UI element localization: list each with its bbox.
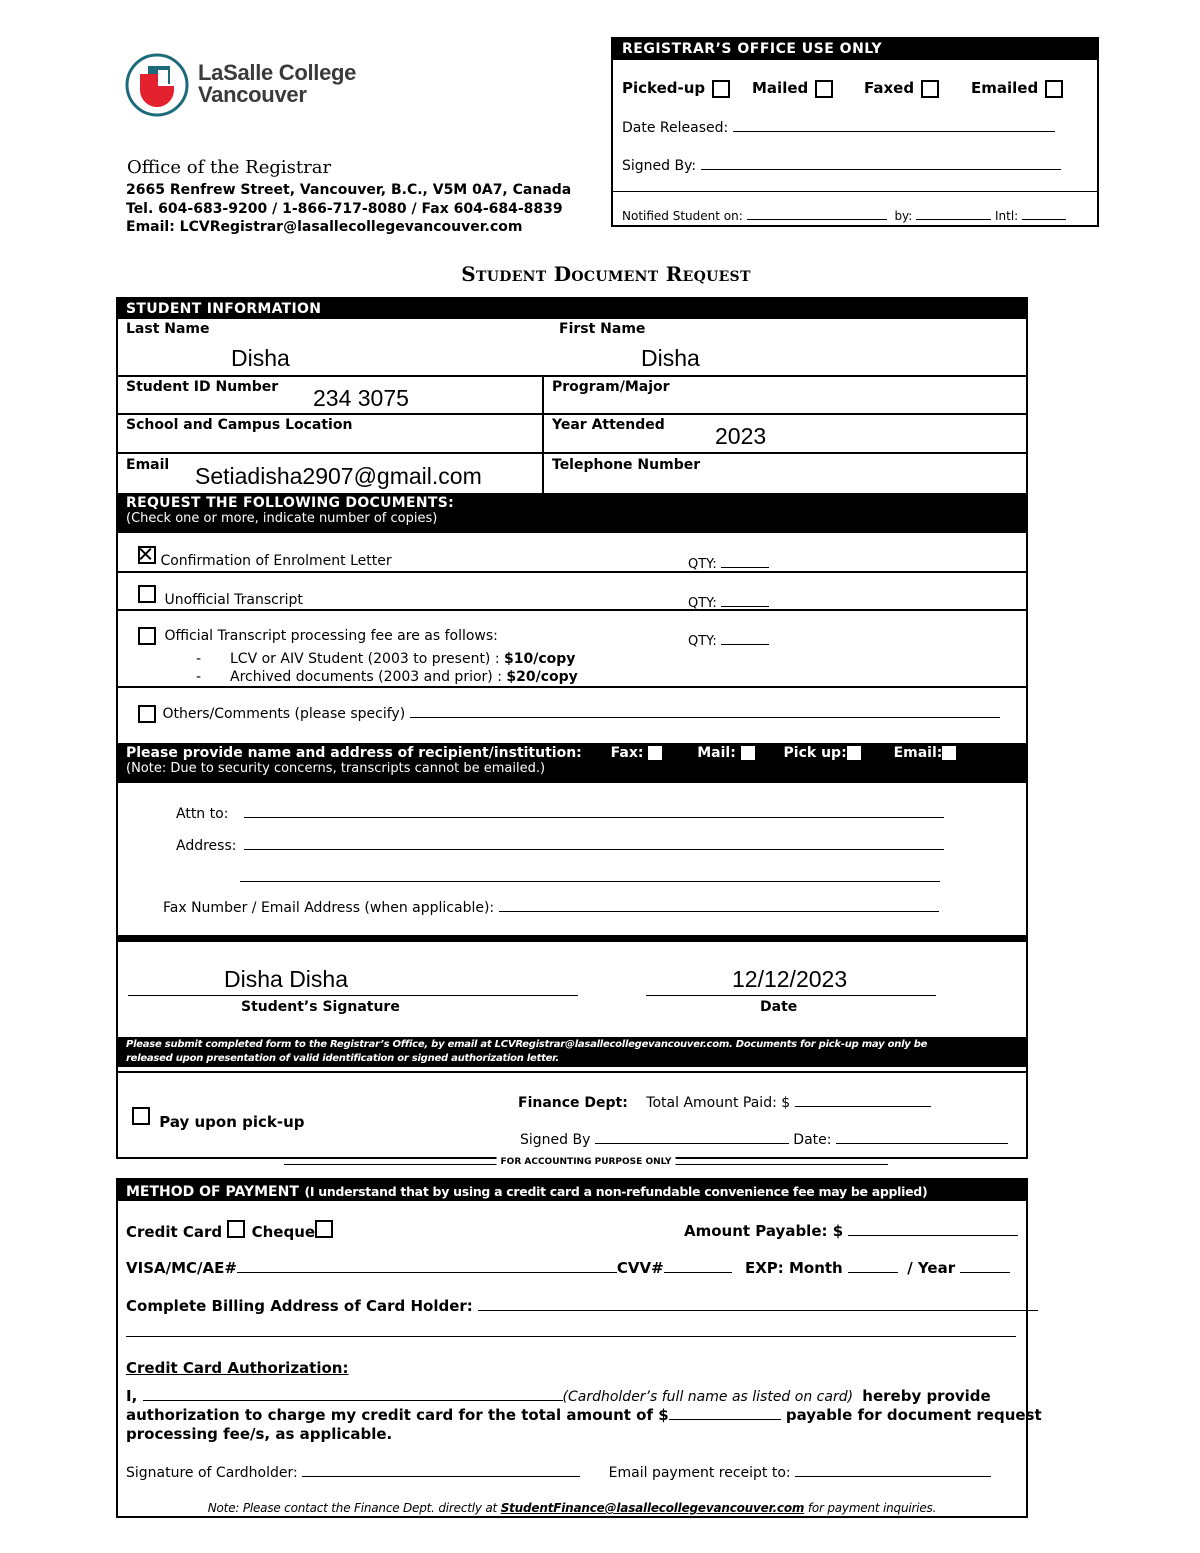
cheque-checkbox[interactable] xyxy=(315,1220,333,1238)
address-label: Address: xyxy=(176,838,237,854)
signature-date-label: Date xyxy=(760,999,798,1015)
total-paid-label: Total Amount Paid: $ xyxy=(646,1095,791,1111)
mailed-label: Mailed xyxy=(752,79,809,97)
fee1-text: LCV or AIV Student (2003 to present) : xyxy=(230,651,505,667)
unofficial-row[interactable] xyxy=(138,585,303,608)
auth-line2b: payable for document request xyxy=(785,1406,1042,1424)
finance-date-field[interactable] xyxy=(836,1131,1008,1144)
card-number-label: VISA/MC/AE# xyxy=(126,1259,237,1277)
payment-heading-bar xyxy=(118,1180,1026,1201)
office-email: Email: LCVRegistrar@lasallecollegevancouver.com xyxy=(126,219,523,235)
signature-date-value[interactable]: 12/12/2023 xyxy=(732,966,848,992)
auth-cardholder-note: (Cardholder’s full name as listed on card) xyxy=(562,1389,854,1405)
email-value[interactable]: Setiadisha2907@gmail.com xyxy=(195,463,482,489)
others-label: Others/Comments (please specify) xyxy=(162,706,406,722)
pay-upon-pickup-option[interactable] xyxy=(132,1107,305,1131)
others-field[interactable] xyxy=(410,705,1000,718)
cardholder-signature-field[interactable] xyxy=(302,1464,580,1477)
address-row xyxy=(176,837,944,854)
enrolment-label: Confirmation of Enrolment Letter xyxy=(160,553,392,569)
submit-note-bar xyxy=(118,1037,1026,1067)
picked-up-label: Picked-up xyxy=(622,79,706,97)
pay-upon-pickup-checkbox[interactable] xyxy=(132,1107,150,1125)
recipient-mail-checkbox[interactable] xyxy=(741,746,755,760)
finance-date-label: Date: xyxy=(793,1132,832,1148)
student-signature-value[interactable]: Disha Disha xyxy=(224,966,348,992)
last-name-value[interactable]: Disha xyxy=(231,345,290,371)
submit-note-line2: released upon presentation of valid identification or signed authorization letter. xyxy=(126,1053,559,1064)
exp-year-field[interactable] xyxy=(960,1260,1010,1273)
auth-line-1 xyxy=(126,1387,991,1405)
student-info-heading: STUDENT INFORMATION xyxy=(118,299,1026,319)
auth-i-label: I, xyxy=(126,1387,138,1405)
notified-by-field[interactable] xyxy=(916,209,991,220)
student-signature-label: Student’s Signature xyxy=(241,999,400,1015)
billing-address-field-2[interactable] xyxy=(126,1336,1016,1337)
exp-month-label: EXP: Month xyxy=(744,1259,843,1277)
emailed-label: Emailed xyxy=(971,79,1039,97)
enrolment-qty-field[interactable] xyxy=(721,555,769,568)
unofficial-qty-label: QTY: xyxy=(688,596,717,611)
enrolment-checkbox[interactable] xyxy=(138,546,156,564)
attn-row xyxy=(176,805,944,822)
submit-note-line1: Please submit completed form to the Registrar’s Office, by email at LCVRegistrar@lasallecollegevancouver.com. Documents for pick-up may only be xyxy=(126,1039,928,1050)
fax-email-label: Fax Number / Email Address (when applicable): xyxy=(163,900,495,916)
payment-heading-note: (I understand that by using a credit card a non-refundable convenience fee may be applied) xyxy=(304,1184,928,1199)
program-label: Program/Major xyxy=(552,379,670,395)
recipient-fax-checkbox[interactable] xyxy=(648,746,662,760)
documents-heading: REQUEST THE FOLLOWING DOCUMENTS: xyxy=(126,495,455,511)
recipient-note: (Note: Due to security concerns, transcripts cannot be emailed.) xyxy=(126,761,546,776)
official-qty-field[interactable] xyxy=(721,632,769,645)
enrolment-row[interactable] xyxy=(138,546,392,569)
amount-payable-field[interactable] xyxy=(848,1223,1018,1236)
official-qty-label: QTY: xyxy=(688,634,717,649)
form-title: Student Document Request xyxy=(461,262,751,286)
amount-payable-label: Amount Payable: $ xyxy=(684,1222,844,1240)
auth-line-3: processing fee/s, as applicable. xyxy=(126,1425,393,1443)
address-field-1[interactable] xyxy=(244,837,944,850)
email-label: Email xyxy=(126,457,170,473)
credit-card-label: Credit Card xyxy=(126,1223,223,1241)
email-receipt-label: Email payment receipt to: xyxy=(608,1465,791,1481)
fee1-price: $10/copy xyxy=(504,651,576,667)
cardholder-signature-row xyxy=(126,1464,991,1481)
auth-provide-label: hereby provide xyxy=(862,1387,991,1405)
others-checkbox[interactable] xyxy=(138,705,156,723)
unofficial-qty-field[interactable] xyxy=(721,594,769,607)
billing-address-label: Complete Billing Address of Card Holder: xyxy=(126,1297,473,1315)
finance-signed-by-label: Signed By xyxy=(520,1132,591,1148)
college-logo xyxy=(124,52,190,118)
recipient-pickup-label: Pick up: xyxy=(783,745,847,761)
registrar-box-title: REGISTRAR’S OFFICE USE ONLY xyxy=(613,39,1097,60)
card-number-row xyxy=(126,1259,1010,1277)
note-pre: Note: Please contact the Finance Dept. directly at xyxy=(207,1501,498,1515)
fee-item-2: - Archived documents (2003 and prior) : $20/copy xyxy=(196,669,578,685)
address-row-2 xyxy=(240,869,940,886)
unofficial-label: Unofficial Transcript xyxy=(164,592,303,608)
cvv-field[interactable] xyxy=(664,1260,732,1273)
office-phone-fax: Tel. 604-683-9200 / 1-866-717-8080 / Fax 604-684-8839 xyxy=(126,201,563,217)
finance-contact-note xyxy=(118,1501,1026,1515)
billing-address-row xyxy=(126,1297,1038,1315)
logo-text-line2: Vancouver xyxy=(198,82,307,107)
recipient-email-checkbox[interactable] xyxy=(942,746,956,760)
accounting-purpose-label: FOR ACCOUNTING PURPOSE ONLY xyxy=(497,1157,676,1167)
auth-amount-field[interactable] xyxy=(669,1407,781,1420)
auth-line-2 xyxy=(126,1406,1042,1424)
signed-by-label: Signed By: xyxy=(622,158,697,174)
finance-signed-by-field[interactable] xyxy=(595,1131,789,1144)
accounting-purpose-divider xyxy=(284,1157,888,1171)
auth-line2a: authorization to charge my credit card for the total amount of $ xyxy=(126,1406,669,1424)
office-address: 2665 Renfrew Street, Vancouver, B.C., V5M 0A7, Canada xyxy=(126,182,572,198)
recipient-mail-label: Mail: xyxy=(697,745,736,761)
recipient-fax-label: Fax: xyxy=(610,745,644,761)
cardholder-name-field[interactable] xyxy=(143,1388,563,1401)
date-released-field[interactable] xyxy=(733,119,1055,132)
note-post: for payment inquiries. xyxy=(807,1501,937,1515)
mailed-option[interactable] xyxy=(752,79,833,98)
official-row[interactable] xyxy=(138,627,498,645)
date-released-row xyxy=(622,119,1055,136)
attn-field[interactable] xyxy=(244,805,944,818)
finance-email-link[interactable]: StudentFinance@lasallecollegevancouver.com xyxy=(500,1501,805,1515)
cardholder-signature-label: Signature of Cardholder: xyxy=(126,1465,298,1481)
payment-section xyxy=(116,1178,1042,1518)
documents-subheading: (Check one or more, indicate number of copies) xyxy=(126,511,438,526)
office-title: Office of the Registrar xyxy=(127,157,332,178)
faxed-checkbox[interactable] xyxy=(921,80,939,98)
last-name-label: Last Name xyxy=(126,321,210,337)
first-name-value[interactable]: Disha xyxy=(641,345,700,371)
official-label: Official Transcript processing fee are as follows: xyxy=(164,628,498,644)
date-released-label: Date Released: xyxy=(622,120,729,136)
recipient-pickup-option[interactable] xyxy=(784,745,866,761)
recipient-email-option[interactable] xyxy=(894,745,957,761)
total-paid-field[interactable] xyxy=(795,1094,931,1107)
enrolment-qty-label: QTY: xyxy=(688,557,717,572)
documents-heading-bar xyxy=(118,493,1026,533)
credit-card-auth-title: Credit Card Authorization: xyxy=(126,1359,349,1377)
fee2-price: $20/copy xyxy=(506,669,578,685)
notified-row xyxy=(622,209,1066,223)
credit-card-option[interactable] xyxy=(126,1223,251,1241)
finance-signed-row xyxy=(520,1131,1008,1148)
enrolment-qty xyxy=(688,555,769,572)
fax-email-field[interactable] xyxy=(499,899,939,912)
faxed-option[interactable] xyxy=(864,79,939,98)
email-receipt-field[interactable] xyxy=(795,1464,991,1477)
unofficial-checkbox[interactable] xyxy=(138,585,156,603)
first-name-label: First Name xyxy=(559,321,646,337)
cheque-label: Cheque xyxy=(251,1223,316,1241)
registrar-use-box xyxy=(611,37,1099,227)
logo-emblem-icon xyxy=(124,52,190,118)
attn-label: Attn to: xyxy=(176,806,229,822)
student-id-value[interactable]: 234 3075 xyxy=(313,385,409,411)
year-value[interactable]: 2023 xyxy=(715,423,767,449)
recipient-fax-option[interactable] xyxy=(611,745,668,761)
recipient-heading: Please provide name and address of recipient/institution: xyxy=(126,745,582,761)
official-checkbox[interactable] xyxy=(138,627,156,645)
notified-by-label: by: xyxy=(894,209,913,223)
billing-address-field-1[interactable] xyxy=(478,1298,1038,1311)
payment-heading: METHOD OF PAYMENT xyxy=(126,1184,299,1200)
others-row[interactable] xyxy=(138,705,1000,723)
notified-date-field[interactable] xyxy=(747,209,887,220)
exp-year-label: / Year xyxy=(907,1259,956,1277)
picked-up-option[interactable] xyxy=(622,79,730,98)
finance-total-row xyxy=(518,1094,931,1111)
student-form xyxy=(116,297,1028,1159)
signed-by-field[interactable] xyxy=(701,157,1061,170)
cheque-option[interactable] xyxy=(252,1223,333,1241)
amount-payable-row xyxy=(684,1222,1018,1240)
logo-text-line1: LaSalle College xyxy=(198,60,357,85)
payment-type-row xyxy=(126,1220,333,1241)
mailed-checkbox[interactable] xyxy=(815,80,833,98)
cvv-label: CVV# xyxy=(616,1259,664,1277)
fee-item-1: - LCV or AIV Student (2003 to present) : $10/copy xyxy=(196,651,576,667)
notified-label: Notified Student on: xyxy=(622,209,743,223)
finance-dept-label: Finance Dept: xyxy=(518,1095,628,1111)
official-qty xyxy=(688,632,769,649)
intl-field[interactable] xyxy=(1022,209,1066,220)
signed-by-row xyxy=(622,157,1061,174)
exp-month-field[interactable] xyxy=(848,1260,898,1273)
recipient-mail-option[interactable] xyxy=(697,745,759,761)
faxed-label: Faxed xyxy=(864,79,915,97)
intl-label: Intl: xyxy=(994,209,1019,223)
picked-up-checkbox[interactable] xyxy=(712,80,730,98)
telephone-label: Telephone Number xyxy=(552,457,701,473)
address-field-2[interactable] xyxy=(240,869,940,882)
year-label: Year Attended xyxy=(552,417,665,433)
student-id-label: Student ID Number xyxy=(126,379,279,395)
card-number-field[interactable] xyxy=(237,1260,617,1273)
school-label: School and Campus Location xyxy=(126,417,353,433)
fee2-text: Archived documents (2003 and prior) : xyxy=(230,669,507,685)
pay-upon-pickup-label: Pay upon pick-up xyxy=(159,1113,305,1131)
emailed-option[interactable] xyxy=(971,79,1063,98)
recipient-email-label: Email: xyxy=(893,745,943,761)
emailed-checkbox[interactable] xyxy=(1045,80,1063,98)
fax-email-row xyxy=(163,899,939,916)
credit-card-checkbox[interactable] xyxy=(227,1220,245,1238)
recipient-pickup-checkbox[interactable] xyxy=(847,746,861,760)
recipient-heading-bar xyxy=(118,743,1026,783)
